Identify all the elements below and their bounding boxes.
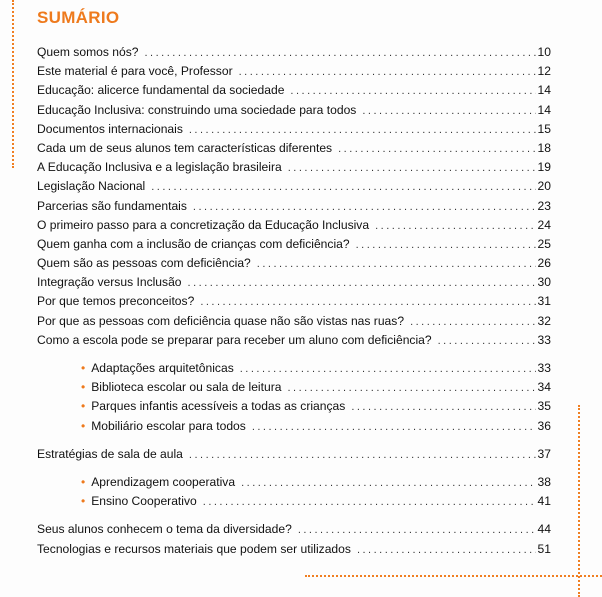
toc-entry-label	[37, 333, 432, 347]
toc-page-number: 33	[537, 361, 551, 375]
toc-entry[interactable]	[37, 83, 551, 102]
toc-page-number: 18	[537, 140, 551, 155]
toc-page-number: 14	[537, 83, 551, 98]
toc-entry-text: Parcerias são fundamentais	[37, 198, 187, 213]
toc-entry-label	[37, 103, 356, 117]
toc-page-number: 12	[537, 64, 551, 79]
toc-entry-label	[37, 542, 351, 556]
dot-leader	[193, 201, 536, 213]
toc-page-number: 44	[537, 522, 551, 537]
toc-entry-text: Biblioteca escolar ou sala de leitura	[91, 380, 282, 395]
toc-page-number: 34	[537, 380, 551, 395]
dot-leader	[338, 143, 535, 155]
toc-entry[interactable]	[37, 333, 551, 352]
toc-entry-text: Seus alunos conhecem o tema da diversidade?	[37, 522, 292, 537]
toc-entry-text: Por que as pessoas com deficiência quase não são vistas nas ruas?	[37, 313, 405, 328]
toc-entry-text: Quem somos nós?	[37, 45, 139, 59]
toc-subentry[interactable]	[37, 475, 551, 494]
toc-entry[interactable]	[37, 314, 551, 333]
dot-leader	[257, 258, 536, 270]
bullet-icon: •	[81, 361, 86, 375]
bullet-icon: •	[81, 418, 86, 433]
toc-entry-text: Aprendizagem cooperativa	[91, 474, 236, 489]
toc-entry-text: O primeiro passo para a concretização da Educação Inclusiva	[37, 217, 370, 232]
group-spacer	[37, 513, 551, 522]
dot-leader	[151, 181, 535, 193]
toc-entry[interactable]	[37, 447, 551, 466]
table-of-contents	[37, 45, 551, 561]
toc-page-number: 25	[537, 236, 551, 251]
dot-leader	[287, 382, 535, 394]
toc-page-number: 23	[537, 198, 551, 213]
toc-entry-text: Documentos internacionais	[37, 121, 183, 136]
dot-leader	[145, 47, 536, 59]
toc-entry-label	[37, 218, 369, 232]
toc-entry-text: Ensino Cooperativo	[91, 494, 197, 509]
toc-entry-text: Cada um de seus alunos tem características diferentes	[37, 140, 333, 155]
toc-page-number: 20	[537, 179, 551, 194]
toc-entry-label	[37, 447, 183, 461]
toc-page-number: 14	[537, 102, 551, 117]
toc-entry[interactable]	[37, 294, 551, 313]
toc-entry-label	[81, 399, 345, 413]
toc-subentry[interactable]	[37, 380, 551, 399]
toc-entry[interactable]	[37, 103, 551, 122]
toc-entry-text: Integração versus Inclusão	[37, 275, 182, 290]
dot-leader	[357, 544, 536, 556]
toc-page-number: 51	[537, 541, 551, 556]
toc-entry[interactable]	[37, 275, 551, 294]
toc-entry[interactable]	[37, 122, 551, 141]
toc-subentry[interactable]	[37, 419, 551, 438]
toc-page-number: 37	[537, 446, 551, 461]
toc-entry[interactable]	[37, 522, 551, 541]
toc-entry-label	[81, 380, 281, 394]
group-spacer	[37, 352, 551, 361]
toc-entry[interactable]	[37, 160, 551, 179]
toc-entry-label	[37, 64, 233, 78]
dot-leader	[241, 477, 535, 489]
toc-subentry[interactable]	[37, 399, 551, 418]
toc-entry-text: Mobiliário escolar para todos	[91, 418, 246, 433]
toc-entry-label	[37, 45, 139, 59]
bullet-icon: •	[81, 380, 86, 395]
dot-leader	[356, 239, 536, 251]
toc-entry-text: Quem são as pessoas com deficiência?	[37, 256, 251, 271]
dot-leader	[189, 449, 536, 461]
toc-entry-label	[37, 141, 332, 155]
toc-entry-text: Quem ganha com a inclusão de crianças com deficiência?	[37, 236, 350, 251]
toc-page-number: 41	[537, 494, 551, 509]
dot-leader	[188, 277, 536, 289]
toc-page-number: 10	[537, 45, 551, 59]
toc-page-number: 35	[537, 399, 551, 414]
dot-leader	[375, 220, 535, 232]
toc-entry-text: Educação Inclusiva: construindo uma sociedade para todos	[37, 102, 357, 117]
toc-page-number: 31	[537, 294, 551, 309]
group-spacer	[37, 438, 551, 447]
dot-leader	[200, 296, 535, 308]
toc-entry-label	[37, 522, 292, 536]
group-spacer	[37, 466, 551, 475]
toc-entry-text: Legislação Nacional	[37, 179, 146, 194]
bullet-icon: •	[81, 474, 86, 489]
toc-entry-label	[81, 361, 234, 375]
toc-entry[interactable]	[37, 218, 551, 237]
dot-leader	[438, 335, 536, 347]
toc-entry-label	[37, 314, 404, 328]
bottom-right-dotted-line-vertical	[578, 405, 580, 597]
toc-subentry[interactable]	[37, 494, 551, 513]
dot-leader	[290, 85, 535, 97]
toc-entry-text: Como a escola pode se preparar para receber um aluno com deficiência?	[37, 332, 432, 347]
dot-leader	[351, 401, 535, 413]
toc-entry-label	[81, 475, 235, 489]
toc-entry[interactable]	[37, 237, 551, 256]
toc-entry-label	[37, 256, 251, 270]
toc-page-number: 32	[537, 313, 551, 328]
toc-page-number: 36	[537, 418, 551, 433]
toc-page-number: 24	[537, 217, 551, 232]
toc-page-number: 15	[537, 121, 551, 136]
page-title: SUMÁRIO	[37, 8, 120, 27]
toc-entry-label	[37, 275, 182, 289]
dot-leader	[189, 124, 536, 136]
toc-entry-label	[37, 83, 284, 97]
toc-page-number: 38	[537, 474, 551, 489]
toc-entry-label	[37, 237, 350, 251]
toc-entry-label	[37, 199, 187, 213]
toc-entry-label	[37, 160, 282, 174]
toc-entry-label	[37, 179, 145, 193]
dot-leader	[362, 105, 535, 117]
toc-entry[interactable]	[37, 141, 551, 160]
toc-entry-label	[37, 122, 183, 136]
toc-entry[interactable]	[37, 179, 551, 198]
toc-entry-text: Estratégias de sala de aula	[37, 446, 183, 461]
toc-entry-label	[81, 494, 197, 508]
toc-entry-text: A Educação Inclusiva e a legislação brasileira	[37, 160, 282, 175]
toc-entry-label	[81, 419, 246, 433]
toc-page-number: 19	[537, 160, 551, 175]
toc-entry-label	[37, 294, 194, 308]
toc-entry[interactable]	[37, 256, 551, 275]
dot-leader	[298, 524, 536, 536]
dot-leader	[288, 162, 536, 174]
bullet-icon: •	[81, 494, 86, 509]
toc-entry-text: Este material é para você, Professor	[37, 64, 233, 79]
toc-page-number: 33	[537, 332, 551, 347]
toc-entry-text: Tecnologias e recursos materiais que podem ser utilizados	[37, 541, 351, 556]
toc-subentry[interactable]	[37, 361, 551, 380]
dot-leader	[252, 421, 536, 433]
toc-page-number: 30	[537, 275, 551, 290]
toc-entry-text: Parques infantis acessíveis a todas as crianças	[91, 399, 346, 414]
toc-entry[interactable]	[37, 64, 551, 83]
dot-leader	[239, 66, 536, 78]
dot-leader	[410, 316, 535, 328]
dot-leader	[203, 496, 536, 508]
top-left-dotted-line	[12, 0, 14, 168]
toc-entry[interactable]	[37, 45, 551, 64]
toc-entry[interactable]	[37, 542, 551, 561]
toc-entry-text: Adaptações arquitetônicas	[91, 361, 234, 375]
bullet-icon: •	[81, 399, 86, 414]
toc-page-number: 26	[537, 256, 551, 271]
toc-entry-text: Educação: alicerce fundamental da sociedade	[37, 83, 285, 98]
toc-entry-text: Por que temos preconceitos?	[37, 294, 195, 309]
dot-leader	[240, 363, 536, 375]
toc-entry[interactable]	[37, 199, 551, 218]
bottom-right-dotted-line-horizontal	[305, 575, 602, 577]
